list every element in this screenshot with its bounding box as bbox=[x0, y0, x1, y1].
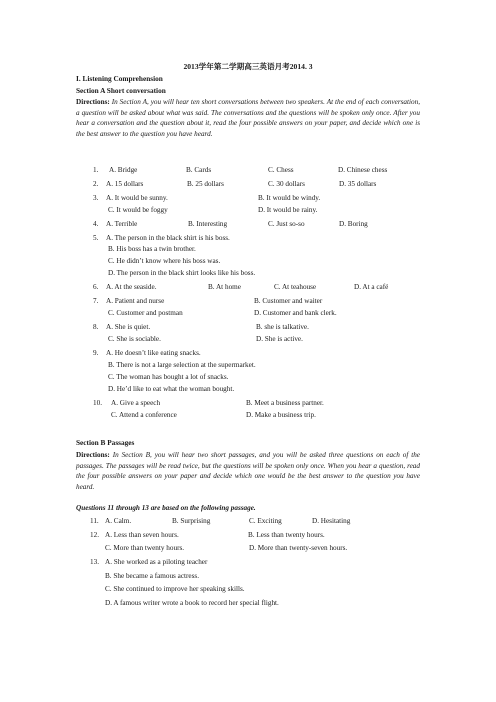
option: B. It would be windy. bbox=[258, 194, 321, 202]
passage-note: Questions 11 through 13 are based on the following passage. bbox=[76, 504, 256, 512]
option: D. He’d like to eat what the woman bought. bbox=[108, 385, 235, 393]
option: A. Patient and nurse bbox=[106, 297, 165, 305]
option: C. More than twenty hours. bbox=[105, 544, 185, 552]
question-number: 6. bbox=[93, 283, 99, 291]
question-number: 13. bbox=[90, 558, 99, 566]
directions-label: Directions: bbox=[76, 98, 110, 106]
option: C. At teahouse bbox=[274, 283, 317, 291]
option: A. Less than seven hours. bbox=[105, 531, 179, 539]
section-b-directions bbox=[76, 450, 420, 492]
option: A. He doesn’t like eating snacks. bbox=[106, 349, 201, 357]
option: B. His boss has a twin brother. bbox=[108, 245, 196, 253]
section-a-heading: Section A Short conversation bbox=[76, 86, 166, 95]
option: B. 25 dollars bbox=[187, 180, 224, 188]
option: C. 30 dollars bbox=[268, 180, 305, 188]
option: A. Bridge bbox=[109, 166, 138, 174]
option: D. More than twenty-seven hours. bbox=[249, 544, 348, 552]
option: D. Chinese chess bbox=[338, 166, 388, 174]
option: C. He didn’t know where his boss was. bbox=[108, 257, 221, 265]
option: D. At a café bbox=[354, 283, 389, 291]
question-number: 8. bbox=[93, 323, 99, 331]
option: C. Chess bbox=[268, 166, 294, 174]
option: C. She is sociable. bbox=[108, 335, 161, 343]
option: D. Hesitating bbox=[312, 517, 351, 525]
question-number: 12. bbox=[90, 531, 99, 539]
option: B. Less than twenty hours. bbox=[248, 531, 325, 539]
option: D. She is active. bbox=[256, 335, 303, 343]
question-number: 2. bbox=[93, 180, 99, 188]
directions-text: In Section B, you will hear two short passages, and you will be asked three questions on each of the passages. The passages will be read twice, but the questions will be spoken only once. When you hear a question, read the four possible answers on your paper and decide which one would be the best answer to the question you have heard. bbox=[76, 451, 420, 491]
question-number: 9. bbox=[93, 349, 99, 357]
option: B. Cards bbox=[186, 166, 212, 174]
option: A. It would be sunny. bbox=[106, 194, 168, 202]
option: A. Give a speech bbox=[111, 399, 161, 407]
option: B. Meet a business partner. bbox=[246, 399, 324, 407]
option: B. She became a famous actress. bbox=[105, 572, 200, 580]
page-title: 2013学年第二学期高三英语月考2014. 3 bbox=[183, 62, 313, 71]
option: C. Customer and postman bbox=[108, 309, 183, 317]
option: D. Boring bbox=[339, 220, 368, 228]
option: D. A famous writer wrote a book to record her special flight. bbox=[105, 599, 279, 607]
option: C. The woman has bought a lot of snacks. bbox=[108, 373, 229, 381]
option: A. 15 dollars bbox=[106, 180, 144, 188]
option: D. The person in the black shirt looks like his boss. bbox=[108, 269, 256, 277]
question-number: 5. bbox=[93, 234, 99, 242]
option: A. Calm. bbox=[105, 517, 132, 525]
question-number: 4. bbox=[93, 220, 99, 228]
option: D. 35 dollars bbox=[339, 180, 377, 188]
directions-label: Directions: bbox=[76, 451, 110, 459]
option: D. Make a business trip. bbox=[246, 411, 316, 419]
option: B. Customer and waiter bbox=[254, 297, 323, 305]
option: D. Customer and bank clerk. bbox=[254, 309, 337, 317]
option: B. At home bbox=[208, 283, 241, 291]
option: C. Attend a conference bbox=[111, 411, 177, 419]
option: B. Surprising bbox=[172, 517, 211, 525]
option: A. She worked as a piloting teacher bbox=[105, 558, 208, 566]
option: B. she is talkative. bbox=[256, 323, 309, 331]
section-a-directions bbox=[76, 97, 420, 139]
option: B. There is not a large selection at the supermarket. bbox=[108, 361, 256, 369]
directions-text: In Section A, you will hear ten short conversations between two speakers. At the end of each conversation, a question will be asked about what was said. The conversations and the questions will be spoken only once. After you hear a conversation and the question about it, read the four possible answers on your paper, and decide which one is the best answer to the question you have heard. bbox=[76, 98, 420, 138]
option: A. At the seaside. bbox=[106, 283, 157, 291]
option: C. Exciting bbox=[249, 517, 282, 525]
part-heading: I. Listening Comprehension bbox=[76, 74, 163, 83]
option: A. The person in the black shirt is his boss. bbox=[106, 234, 230, 242]
question-number: 1. bbox=[93, 166, 99, 174]
option: C. It would be foggy bbox=[108, 206, 168, 214]
option: C. Just so-so bbox=[268, 220, 305, 228]
question-number: 3. bbox=[93, 194, 99, 202]
section-b-heading: Section B Passages bbox=[76, 438, 135, 447]
option: B. Interesting bbox=[188, 220, 228, 228]
option: D. It would be rainy. bbox=[258, 206, 318, 214]
question-number: 11. bbox=[90, 517, 99, 525]
question-number: 7. bbox=[93, 297, 99, 305]
option: A. She is quiet. bbox=[106, 323, 151, 331]
question-number: 10. bbox=[93, 399, 102, 407]
option: A. Terrible bbox=[106, 220, 138, 228]
option: C. She continued to improve her speaking skills. bbox=[105, 585, 245, 593]
